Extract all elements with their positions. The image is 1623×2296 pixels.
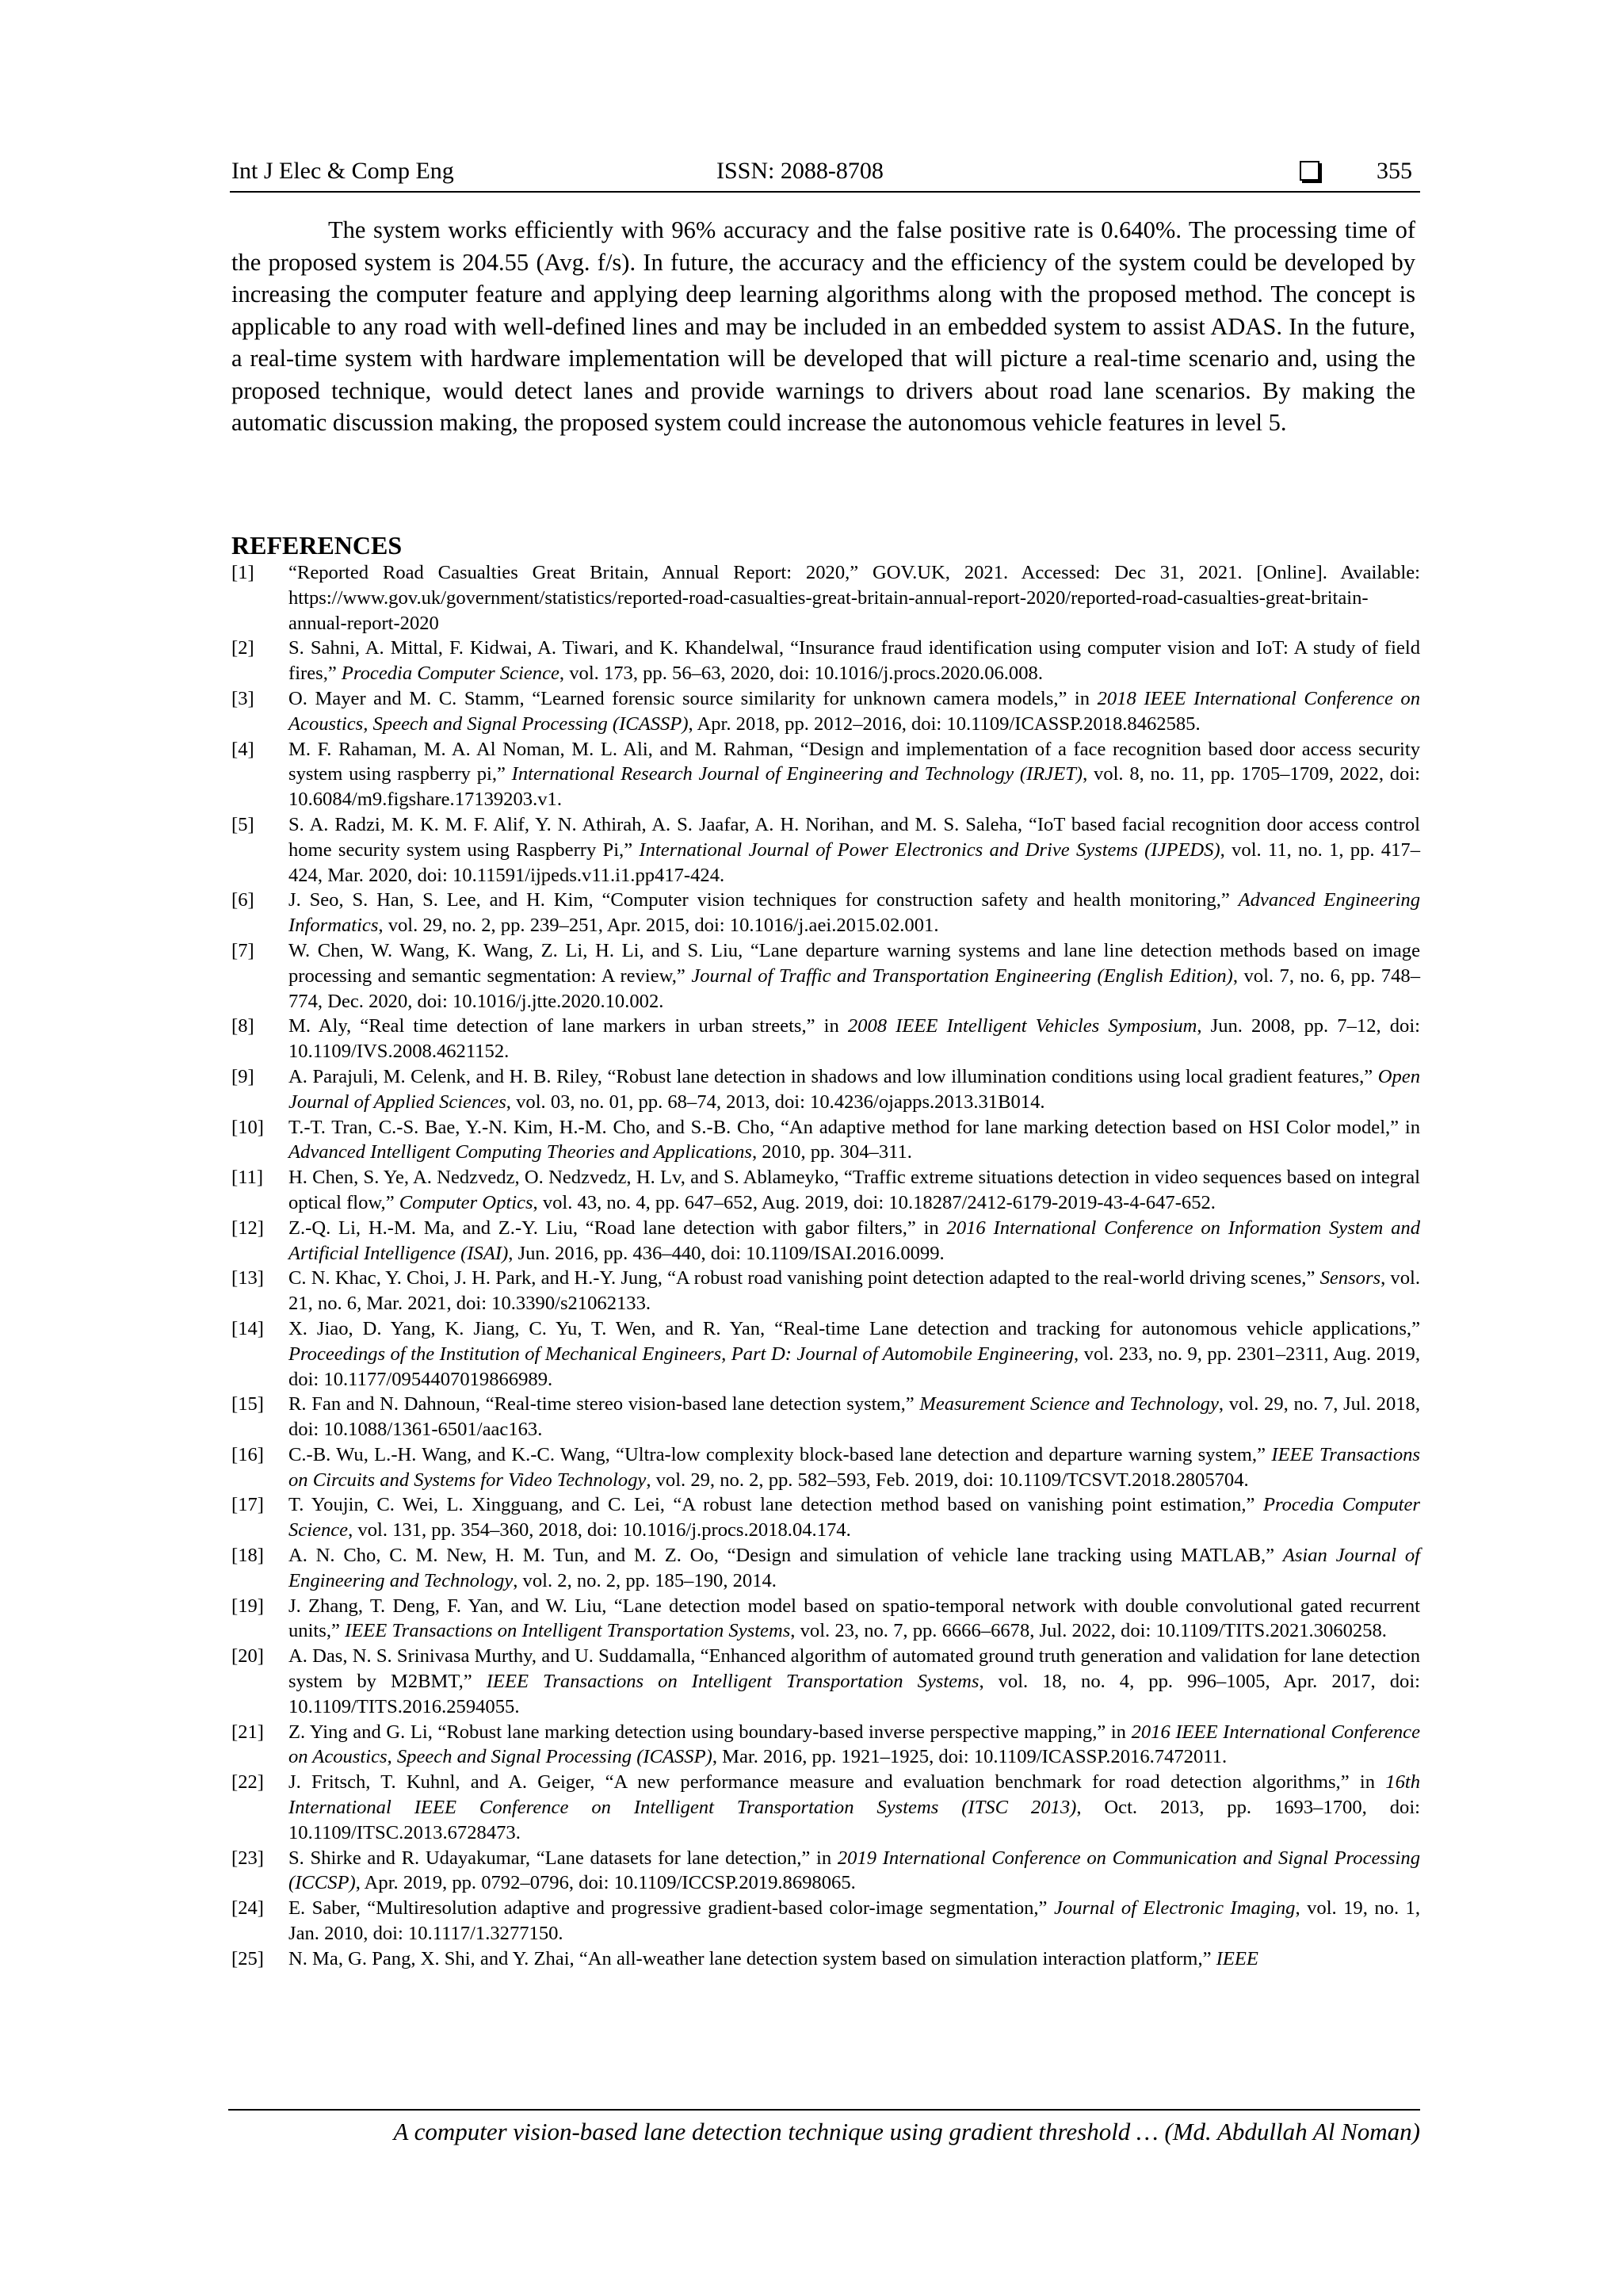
reference-item [231,1644,1420,1719]
reference-venue: International Journal of Power Electronics and Drive Systems (IJPEDS) [639,839,1220,861]
reference-text-a: H. Chen, S. Ye, A. Nedzvedz, O. Nedzvedz, H. Lv, and S. Ablameyko, “Traffic extreme situations detection in video sequences based on integral optical flow,” [288,1167,1420,1213]
footer-rule [228,2109,1420,2111]
reference-item [231,1720,1420,1771]
reference-text-a: J. Fritsch, T. Kuhnl, and A. Geiger, “A new performance measure and evaluation benchmark for road detection algorithms,” in [288,1771,1386,1794]
reference-text-b: , vol. 21, no. 6, Mar. 2021, doi: 10.3390/s21062133. [288,1267,1421,1315]
reference-number: [21] [231,1721,264,1743]
reference-number: [17] [231,1494,264,1516]
reference-item [231,1165,1420,1216]
reference-venue: IEEE Transactions on Intelligent Transportation Systems [486,1671,980,1693]
journal-name: Int J Elec & Comp Eng [231,158,454,184]
reference-text-b: , vol. 43, no. 4, pp. 647–652, Aug. 2019, doi: 10.18287/2412-6179-2019-43-4-647-652. [533,1191,1216,1213]
reference-text-a: A. N. Cho, C. M. New, H. M. Tun, and M. Z. Oo, “Design and simulation of vehicle lane tracking using MATLAB,” [288,1545,1283,1567]
reference-text-a: S. Shirke and R. Udayakumar, “Lane datasets for lane detection,” in [288,1847,838,1869]
reference-text-a: J. Zhang, T. Deng, F. Yan, and W. Liu, “Lane detection model based on spatio-temporal network with double convolutional gated recurrent units,” [288,1595,1420,1642]
reference-item [231,1392,1420,1442]
reference-text-a: A. Das, N. S. Srinivasa Murthy, and U. Suddamalla, “Enhanced algorithm of automated ground truth generation and validation for lane detection system by M2BMT,” [288,1645,1420,1693]
reference-number: [12] [231,1217,264,1239]
reference-number: [14] [231,1317,264,1339]
reference-item [231,1316,1420,1392]
reference-item [231,1064,1420,1115]
reference-number: [4] [231,738,254,760]
reference-text-b: , vol. 03, no. 01, pp. 68–74, 2013, doi: 10.4236/ojapps.2013.31B014. [506,1091,1045,1113]
reference-item [231,636,1420,686]
reference-text-a: O. Mayer and M. C. Stamm, “Learned forensic source similarity for unknown camera models,” in [288,687,1098,709]
reference-text-b: , vol. 19, no. 1, Jan. 2010, doi: 10.1117/1.3277150. [288,1897,1421,1945]
reference-item [231,1014,1420,1064]
reference-text-b: , Oct. 2013, pp. 1693–1700, doi: 10.1109/ITSC.2013.6728473. [288,1797,1420,1843]
reference-item [231,1266,1420,1316]
checkbox-square-icon [1300,161,1319,181]
running-footer: A computer vision-based lane detection technique using gradient threshold … (Md. Abdullah Al Noman) [393,2118,1420,2145]
reference-text-b: , vol. 29, no. 7, Jul. 2018, doi: 10.1088/1361-6501/aac163. [288,1393,1420,1441]
reference-number: [25] [231,1947,264,1969]
reference-item [231,1594,1420,1645]
reference-text-a: C.-B. Wu, L.-H. Wang, and K.-C. Wang, “Ultra-low complexity block-based lane detection and departure warning system,” [288,1443,1272,1465]
reference-number: [3] [231,687,254,709]
reference-item [231,686,1420,737]
reference-item [231,1442,1420,1493]
reference-number: [18] [231,1545,264,1567]
reference-number: [23] [231,1847,264,1869]
conclusion-paragraph: The system works efficiently with 96% accuracy and the false positive rate is 0.640%. The processing time of the proposed system is 204.55 (Avg. f/s). In future, the accuracy and the efficiency of the system could be developed by increasing the computer feature and applying deep learning algorithms along with the proposed method. The concept is applicable to any road with well-defined lines and may be included in an embedded system to assist ADAS. In the future, a real-time system with hardware implementation will be developed that will picture a real-time scenario and, using the proposed technique, would detect lanes and provide warnings to drivers about road lane scenarios. By making the automatic discussion making, the proposed system could increase the autonomous vehicle features in level 5. [231,216,1415,436]
reference-venue: Advanced Intelligent Computing Theories and Applications [288,1141,752,1163]
reference-venue: 16th International IEEE Conference on Intelligent Transportation Systems (ITSC 2013) [288,1771,1420,1819]
reference-text-b: , vol. 29, no. 2, pp. 239–251, Apr. 2015, doi: 10.1016/j.aei.2015.02.001. [378,915,939,937]
reference-number: [1] [231,562,254,583]
reference-text-a: R. Fan and N. Dahnoun, “Real-time stereo vision-based lane detection system,” [288,1393,920,1415]
reference-text-b: , vol. 29, no. 2, pp. 582–593, Feb. 2019, doi: 10.1109/TCSVT.2018.2805704. [646,1469,1249,1491]
reference-text-b: , vol. 23, no. 7, pp. 6666–6678, Jul. 2022, doi: 10.1109/TITS.2021.3060258. [790,1620,1387,1642]
reference-text-a: M. F. Rahaman, M. A. Al Noman, M. L. Ali, and M. Rahman, “Design and implementation of a face recognition based door access security system using raspberry pi,” [288,738,1420,785]
reference-item [231,1946,1420,1972]
reference-number: [11] [231,1167,264,1189]
reference-number: [16] [231,1443,264,1465]
reference-venue: Procedia Computer Science [341,663,559,685]
reference-number: [13] [231,1267,264,1289]
reference-text-a: M. Aly, “Real time detection of lane markers in urban streets,” in [288,1015,848,1037]
reference-number: [7] [231,939,254,961]
reference-venue: Sensors [1319,1267,1381,1289]
reference-number: [6] [231,889,254,911]
reference-venue: International Research Journal of Engineering and Technology (IRJET) [511,763,1083,785]
reference-text-b: , vol. 173, pp. 56–63, 2020, doi: 10.1016/j.procs.2020.06.008. [559,663,1043,685]
reference-number: [5] [231,813,254,835]
reference-text-b: , 2010, pp. 304–311. [751,1141,912,1163]
reference-item [231,1896,1420,1946]
reference-text-b: , vol. 7, no. 6, pp. 748–774, Dec. 2020, doi: 10.1016/j.jtte.2020.10.002. [288,965,1420,1012]
reference-item [231,812,1420,888]
reference-venue: Open Journal of Applied Sciences [288,1065,1420,1113]
page-number: 355 [1377,158,1412,184]
reference-item [231,1543,1420,1594]
reference-item [231,1115,1420,1166]
reference-text-a: X. Jiao, D. Yang, K. Jiang, C. Yu, T. Wen, and R. Yan, “Real-time Lane detection and tracking for autonomous vehicle applications,” [288,1317,1420,1339]
reference-item [231,1846,1420,1897]
reference-list [231,560,1420,1972]
reference-venue: 2018 IEEE International Conference on Acoustics, Speech and Signal Processing (ICASSP) [288,687,1421,735]
reference-venue: Procedia Computer Science [288,1494,1421,1541]
reference-item [231,1492,1420,1543]
reference-venue: IEEE Transactions on Circuits and Systems for Video Technology [288,1443,1420,1491]
reference-number: [9] [231,1065,254,1087]
reference-text-a: Z.-Q. Li, H.-M. Ma, and Z.-Y. Liu, “Road lane detection with gabor filters,” in [288,1217,947,1239]
reference-number: [10] [231,1116,264,1138]
reference-text-b: , Jun. 2008, pp. 7–12, doi: 10.1109/IVS.2008.4621152. [288,1015,1420,1063]
reference-text-b: , Jun. 2016, pp. 436–440, doi: 10.1109/ISAI.2016.0099. [508,1242,945,1264]
reference-text-b: , vol. 11, no. 1, pp. 417–424, Mar. 2020, doi: 10.11591/ijpeds.v11.i1.pp417-424. [288,839,1420,886]
reference-text-b: , vol. 233, no. 9, pp. 2301–2311, Aug. 2019, doi: 10.1177/0954407019866989. [288,1343,1420,1390]
reference-number: [22] [231,1771,264,1794]
reference-text-b: , Mar. 2016, pp. 1921–1925, doi: 10.1109/ICASSP.2016.7472011. [712,1746,1228,1768]
reference-text-b: , Apr. 2019, pp. 0792–0796, doi: 10.1109/ICCSP.2019.8698065. [355,1872,856,1894]
reference-venue: Measurement Science and Technology [919,1393,1219,1415]
reference-text-a: J. Seo, S. Han, S. Lee, and H. Kim, “Computer vision techniques for construction safety and health monitoring,” [288,889,1239,911]
reference-venue: Advanced Engineering Informatics [288,889,1420,937]
reference-venue: Proceedings of the Institution of Mechanical Engineers, Part D: Journal of Automobile Engineering [288,1343,1075,1365]
reference-number: [24] [231,1897,264,1920]
reference-text-b: , vol. 2, no. 2, pp. 185–190, 2014. [513,1569,777,1591]
reference-item [231,560,1420,636]
reference-text-a: C. N. Khac, Y. Choi, J. H. Park, and H.-Y. Jung, “A robust road vanishing point detection adapted to the real-world driving scenes,” [288,1267,1320,1289]
reference-venue: Asian Journal of Engineering and Technology [288,1545,1420,1591]
reference-text-a: A. Parajuli, M. Celenk, and H. B. Riley, “Robust lane detection in shadows and low illumination conditions using local gradient features,” [288,1065,1378,1087]
reference-item [231,1770,1420,1845]
reference-number: [8] [231,1015,254,1037]
reference-item [231,1216,1420,1266]
running-header [231,154,1420,193]
reference-venue: Journal of Electronic Imaging [1053,1897,1296,1920]
reference-number: [19] [231,1595,264,1617]
reference-text-a: E. Saber, “Multiresolution adaptive and progressive gradient-based color-image segmentation,” [288,1897,1054,1920]
reference-text-b: , vol. 131, pp. 354–360, 2018, doi: 10.1016/j.procs.2018.04.174. [348,1519,851,1541]
reference-text-a: T. Youjin, C. Wei, L. Xingguang, and C. Lei, “A robust lane detection method based on vanishing point estimation,” [288,1494,1263,1516]
reference-number: [15] [231,1393,264,1415]
reference-venue: IEEE Transactions on Intelligent Transportation Systems [345,1620,791,1642]
reference-item [231,737,1420,812]
reference-text-a: T.-T. Tran, C.-S. Bae, Y.-N. Kim, H.-M. Cho, and S.-B. Cho, “An adaptive method for lane marking detection based on HSI Color model,” in [288,1116,1420,1138]
reference-text-a: “Reported Road Casualties Great Britain, Annual Report: 2020,” GOV.UK, 2021. Accessed: Dec 31, 2021. [Online]. Available: https://www.gov.uk/government/statistics/reported-road-casualties-great-britain-annual-report-2020/reported-road-casualties-great-britain-annual-report-2020 [288,562,1420,634]
reference-text-a: N. Ma, G. Pang, X. Shi, and Y. Zhai, “An all-weather lane detection system based on simulation interaction platform,” [288,1947,1216,1969]
issn: ISSN: 2088-8708 [716,158,884,184]
reference-venue: IEEE [1216,1947,1258,1969]
reference-item [231,938,1420,1014]
reference-text-a: W. Chen, W. Wang, K. Wang, Z. Li, H. Li, and S. Liu, “Lane departure warning systems and lane line detection methods based on image processing and semantic segmentation: A review,” [288,939,1420,987]
reference-number: [20] [231,1645,264,1668]
reference-venue: 2016 IEEE International Conference on Acoustics, Speech and Signal Processing (ICASSP) [288,1721,1420,1768]
reference-text-b: , Apr. 2018, pp. 2012–2016, doi: 10.1109/ICASSP.2018.8462585. [688,712,1201,735]
reference-venue: 2008 IEEE Intelligent Vehicles Symposium [847,1015,1197,1037]
reference-text-a: S. A. Radzi, M. K. M. F. Alif, Y. N. Athirah, A. S. Jaafar, A. H. Norihan, and M. S. Saleha, “IoT based facial recognition door access control home security system using Raspberry Pi,” [288,813,1420,861]
reference-text-b: , vol. 18, no. 4, pp. 996–1005, Apr. 2017, doi: 10.1109/TITS.2016.2594055. [288,1671,1420,1717]
reference-text-a: Z. Ying and G. Li, “Robust lane marking detection using boundary-based inverse perspective mapping,” in [288,1721,1132,1743]
reference-venue: 2016 International Conference on Information System and Artificial Intelligence (ISAI) [288,1217,1420,1264]
references-heading: REFERENCES [231,531,403,560]
reference-venue: 2019 International Conference on Communication and Signal Processing (ICCSP) [288,1847,1420,1894]
reference-venue: Journal of Traffic and Transportation Engineering (English Edition) [691,965,1233,987]
reference-item [231,888,1420,938]
reference-number: [2] [231,637,254,659]
header-rule [230,191,1420,193]
reference-text-a: S. Sahni, A. Mittal, F. Kidwai, A. Tiwari, and K. Khandelwal, “Insurance fraud identification using computer vision and IoT: A study of field fires,” [288,637,1420,685]
reference-venue: Computer Optics [399,1191,533,1213]
reference-text-b: , vol. 8, no. 11, pp. 1705–1709, 2022, doi: 10.6084/m9.figshare.17139203.v1. [288,763,1420,811]
